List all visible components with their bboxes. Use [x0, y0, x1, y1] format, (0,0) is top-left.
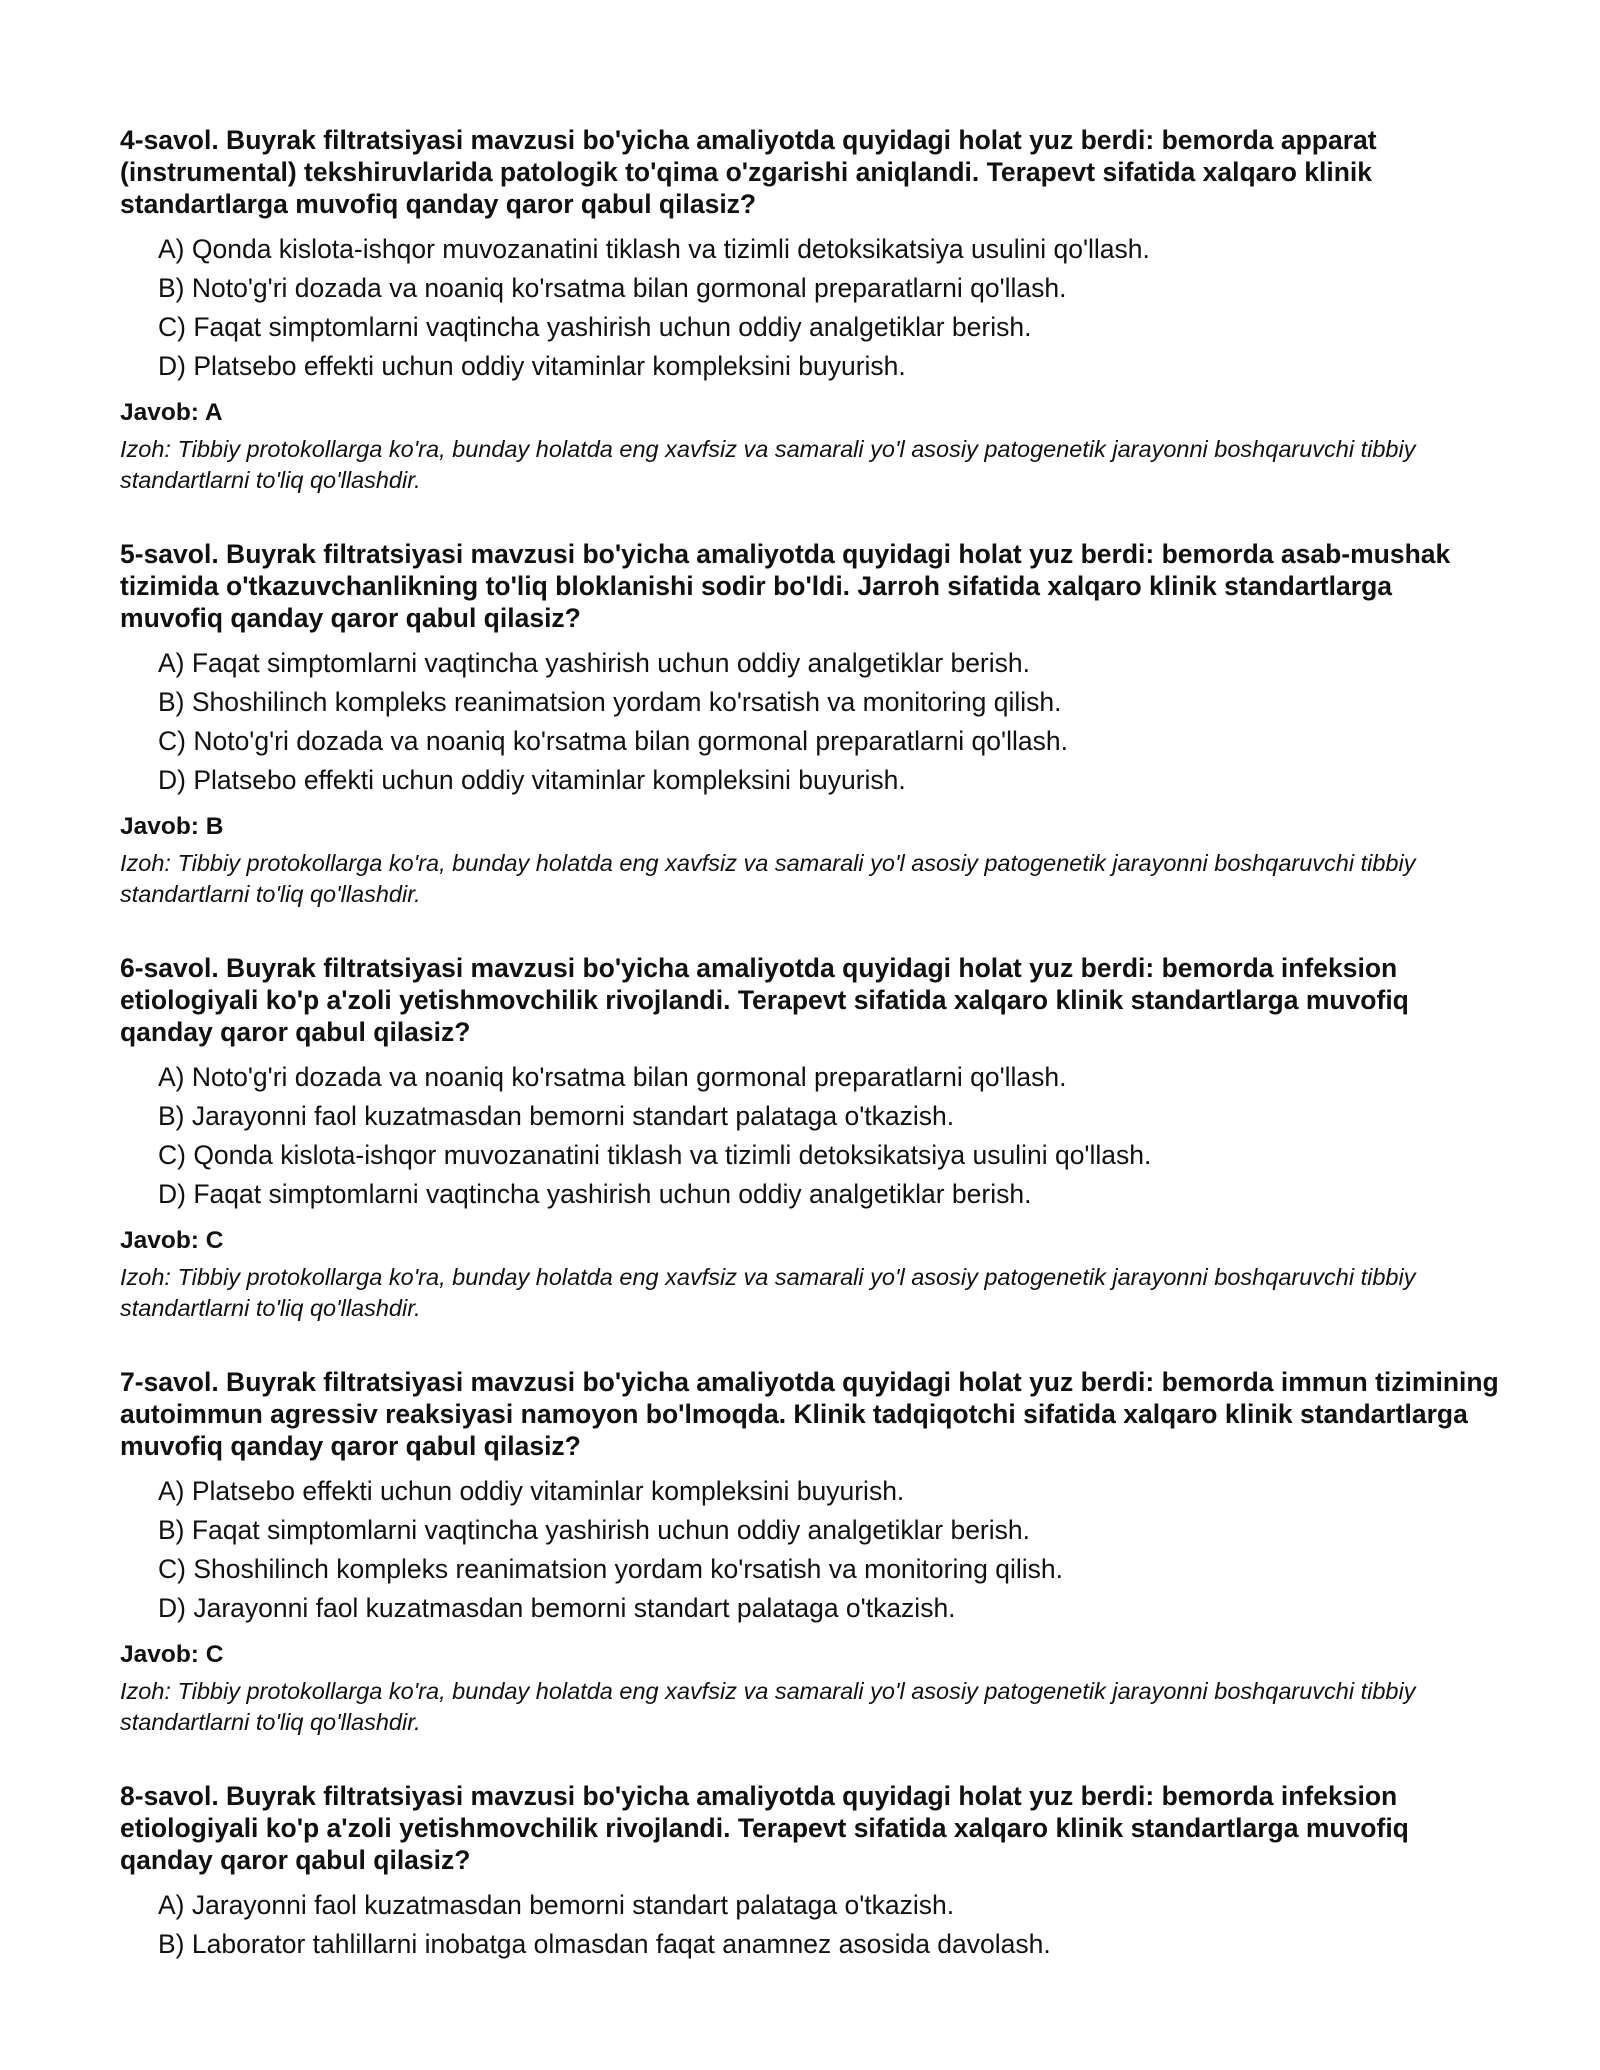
- answer-label: Javob: C: [120, 1227, 224, 1254]
- options-list: [120, 230, 1500, 386]
- question-title: 7-savol. Buyrak filtratsiyasi mavzusi bo'yicha amaliyotda quyidagi holat yuz berdi: bemorda immun tizimining autoimmun agressiv reaksiyasi namoyon bo'lmoqda. Klinik tadqiqotchi sifatida xalqaro klinik standartlarga muvofiq qanday qaror qabul qilasiz?: [120, 1367, 1499, 1461]
- option-b: B) Jarayonni faol kuzatmasdan bemorni standart palataga o'tkazish.: [158, 1101, 955, 1131]
- option-b: B) Faqat simptomlarni vaqtincha yashirish uchun oddiy analgetiklar berish.: [158, 1515, 1030, 1545]
- option-a: A) Faqat simptomlarni vaqtincha yashirish uchun oddiy analgetiklar berish.: [158, 648, 1030, 678]
- options-list: [120, 1886, 1500, 1964]
- explanation-note: Izoh: Tibbiy protokollarga ko'ra, bunday holatda eng xavfsiz va samarali yo'l asosiy patogenetik jarayonni boshqaruvchi tibbiy standartlarni to'liq qo'llashdir.: [120, 850, 1416, 907]
- question-5: [120, 538, 1500, 910]
- option-a: A) Qonda kislota-ishqor muvozanatini tiklash va tizimli detoksikatsiya usulini qo'llash.: [158, 234, 1150, 264]
- option-b: B) Shoshilinch kompleks reanimatsion yordam ko'rsatish va monitoring qilish.: [158, 687, 1062, 717]
- options-list: [120, 1472, 1500, 1628]
- question-4: [120, 124, 1500, 496]
- question-title: 6-savol. Buyrak filtratsiyasi mavzusi bo'yicha amaliyotda quyidagi holat yuz berdi: bemorda infeksion etiologiyali ko'p a'zoli yetishmovchilik rivojlandi. Terapevt sifatida xalqaro klinik standartlarga muvofiq qanday qaror qabul qilasiz?: [120, 953, 1409, 1047]
- option-a: A) Jarayonni faol kuzatmasdan bemorni standart palataga o'tkazish.: [158, 1890, 955, 1920]
- answer-label: Javob: B: [120, 813, 224, 840]
- options-list: [120, 1058, 1500, 1214]
- question-6: [120, 952, 1500, 1324]
- answer-label: Javob: A: [120, 399, 223, 426]
- question-title: 8-savol. Buyrak filtratsiyasi mavzusi bo'yicha amaliyotda quyidagi holat yuz berdi: bemorda infeksion etiologiyali ko'p a'zoli yetishmovchilik rivojlandi. Terapevt sifatida xalqaro klinik standartlarga muvofiq qanday qaror qabul qilasiz?: [120, 1781, 1409, 1875]
- option-c: C) Shoshilinch kompleks reanimatsion yordam ko'rsatish va monitoring qilish.: [158, 1554, 1063, 1584]
- explanation-note: Izoh: Tibbiy protokollarga ko'ra, bunday holatda eng xavfsiz va samarali yo'l asosiy patogenetik jarayonni boshqaruvchi tibbiy standartlarni to'liq qo'llashdir.: [120, 436, 1416, 493]
- question-7: [120, 1366, 1500, 1738]
- option-c: C) Noto'g'ri dozada va noaniq ko'rsatma bilan gormonal preparatlarni qo'llash.: [158, 726, 1068, 756]
- option-c: C) Faqat simptomlarni vaqtincha yashirish uchun oddiy analgetiklar berish.: [158, 312, 1032, 342]
- option-d: D) Faqat simptomlarni vaqtincha yashirish uchun oddiy analgetiklar berish.: [158, 1179, 1032, 1209]
- option-a: A) Noto'g'ri dozada va noaniq ko'rsatma bilan gormonal preparatlarni qo'llash.: [158, 1062, 1067, 1092]
- option-d: D) Jarayonni faol kuzatmasdan bemorni standart palataga o'tkazish.: [158, 1593, 956, 1623]
- document-page: [120, 124, 1500, 2006]
- options-list: [120, 644, 1500, 800]
- option-d: D) Platsebo effekti uchun oddiy vitaminlar kompleksini buyurish.: [158, 351, 906, 381]
- option-d: D) Platsebo effekti uchun oddiy vitaminlar kompleksini buyurish.: [158, 765, 906, 795]
- option-b: B) Laborator tahlillarni inobatga olmasdan faqat anamnez asosida davolash.: [158, 1929, 1051, 1959]
- question-8: [120, 1780, 1500, 1964]
- explanation-note: Izoh: Tibbiy protokollarga ko'ra, bunday holatda eng xavfsiz va samarali yo'l asosiy patogenetik jarayonni boshqaruvchi tibbiy standartlarni to'liq qo'llashdir.: [120, 1678, 1416, 1735]
- answer-label: Javob: C: [120, 1641, 224, 1668]
- question-title: 4-savol. Buyrak filtratsiyasi mavzusi bo'yicha amaliyotda quyidagi holat yuz berdi: bemorda apparat (instrumental) tekshiruvlarida patologik to'qima o'zgarishi aniqlandi. Terapevt sifatida xalqaro klinik standartlarga muvofiq qanday qaror qabul qilasiz?: [120, 125, 1377, 219]
- option-a: A) Platsebo effekti uchun oddiy vitaminlar kompleksini buyurish.: [158, 1476, 905, 1506]
- explanation-note: Izoh: Tibbiy protokollarga ko'ra, bunday holatda eng xavfsiz va samarali yo'l asosiy patogenetik jarayonni boshqaruvchi tibbiy standartlarni to'liq qo'llashdir.: [120, 1264, 1416, 1321]
- question-title: 5-savol. Buyrak filtratsiyasi mavzusi bo'yicha amaliyotda quyidagi holat yuz berdi: bemorda asab-mushak tizimida o'tkazuvchanlikning to'liq bloklanishi sodir bo'ldi. Jarroh sifatida xalqaro klinik standartlarga muvofiq qanday qaror qabul qilasiz?: [120, 539, 1451, 633]
- option-c: C) Qonda kislota-ishqor muvozanatini tiklash va tizimli detoksikatsiya usulini qo'llash.: [158, 1140, 1152, 1170]
- option-b: B) Noto'g'ri dozada va noaniq ko'rsatma bilan gormonal preparatlarni qo'llash.: [158, 273, 1067, 303]
